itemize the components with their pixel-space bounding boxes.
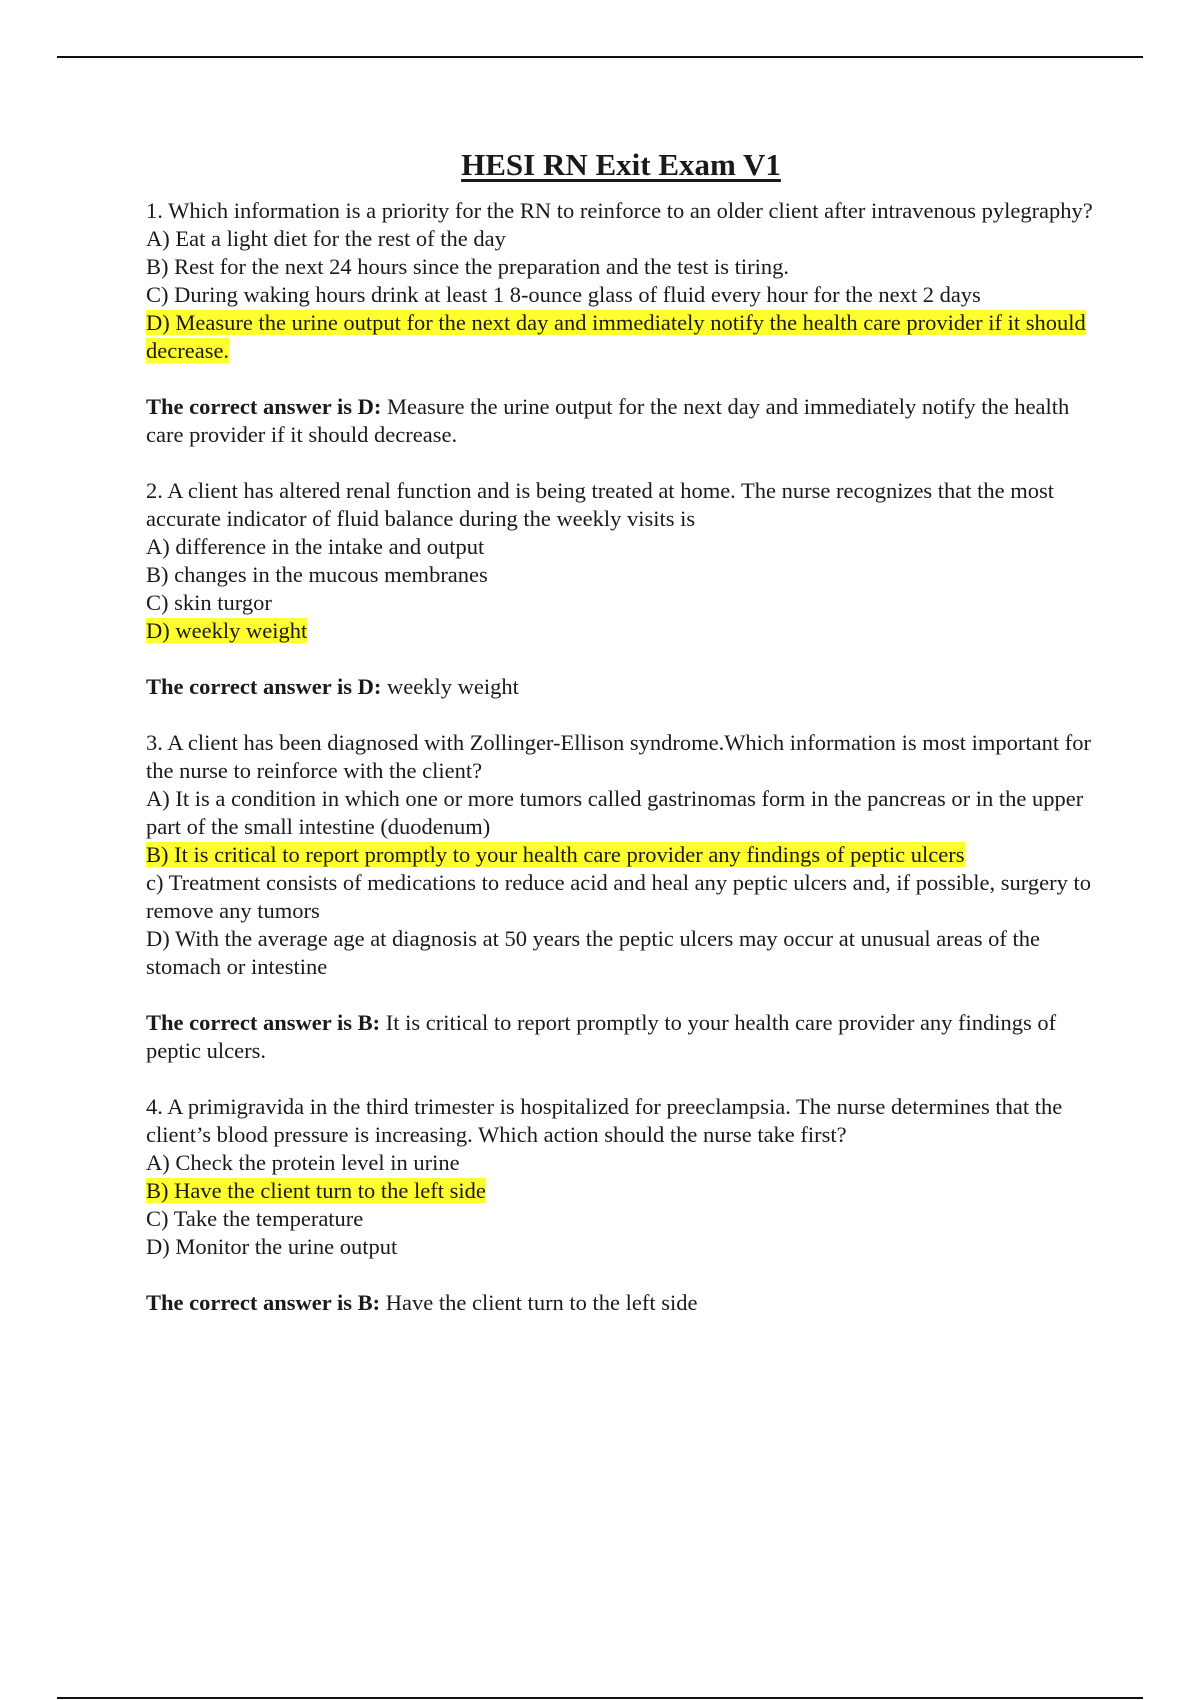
answer-text: Have the client turn to the left side [380, 1290, 698, 1315]
top-rule [57, 56, 1143, 58]
question-2 [146, 477, 1096, 701]
correct-answer [146, 1289, 1096, 1317]
answer-lead: The correct answer is B: [146, 1010, 381, 1035]
option-c: C) skin turgor [146, 590, 272, 615]
answer-lead: The correct answer is D: [146, 394, 382, 419]
option-d: D) With the average age at diagnosis at 50 years the peptic ulcers may occur at unusual areas of the stomach or intestine [146, 926, 1040, 979]
question-stem: 4. A primigravida in the third trimester is hospitalized for preeclampsia. The nurse determines that the client’s blood pressure is increasing. Which action should the nurse take first? [146, 1094, 1063, 1147]
option-d-highlighted: D) weekly weight [146, 618, 308, 643]
option-d: D) Monitor the urine output [146, 1234, 398, 1259]
answer-text: It is critical to report promptly to your health care provider any findings of peptic ulcers. [146, 1010, 1057, 1063]
answer-text: Measure the urine output for the next day and immediately notify the health care provider if it should decrease. [146, 394, 1070, 447]
correct-answer [146, 393, 1096, 449]
option-b: B) changes in the mucous membranes [146, 562, 488, 587]
answer-text: weekly weight [381, 674, 519, 699]
option-a: A) Check the protein level in urine [146, 1150, 460, 1175]
option-b-highlighted: B) Have the client turn to the left side [146, 1178, 486, 1203]
option-a: A) difference in the intake and output [146, 534, 485, 559]
answer-lead: The correct answer is B: [146, 1290, 381, 1315]
question-4 [146, 1093, 1096, 1317]
option-b-highlighted: B) It is critical to report promptly to your health care provider any findings of peptic ulcers [146, 842, 965, 867]
question-3 [146, 729, 1096, 1065]
option-c: C) Take the temperature [146, 1206, 364, 1231]
document-body [146, 145, 1096, 1345]
question-1 [146, 197, 1096, 449]
question-stem: 3. A client has been diagnosed with Zollinger-Ellison syndrome.Which information is most important for the nurse to reinforce with the client? [146, 730, 1092, 783]
option-a: A) Eat a light diet for the rest of the day [146, 226, 506, 251]
correct-answer [146, 1009, 1096, 1065]
bottom-rule [57, 1697, 1143, 1699]
option-c: c) Treatment consists of medications to reduce acid and heal any peptic ulcers and, if possible, surgery to remove any tumors [146, 870, 1091, 923]
option-d-highlighted: D) Measure the urine output for the next day and immediately notify the health care provider if it should decrease. [146, 310, 1086, 363]
document-title: HESI RN Exit Exam V1 [461, 147, 781, 182]
question-stem: 2. A client has altered renal function and is being treated at home. The nurse recognizes that the most accurate indicator of fluid balance during the weekly visits is [146, 478, 1055, 531]
correct-answer [146, 673, 1096, 701]
option-c: C) During waking hours drink at least 1 8-ounce glass of fluid every hour for the next 2 days [146, 282, 981, 307]
option-b: B) Rest for the next 24 hours since the preparation and the test is tiring. [146, 254, 789, 279]
question-stem: 1. Which information is a priority for the RN to reinforce to an older client after intravenous pylegraphy? [146, 198, 1093, 223]
answer-lead: The correct answer is D: [146, 674, 382, 699]
option-a: A) It is a condition in which one or more tumors called gastrinomas form in the pancreas or in the upper part of the small intestine (duodenum) [146, 786, 1084, 839]
